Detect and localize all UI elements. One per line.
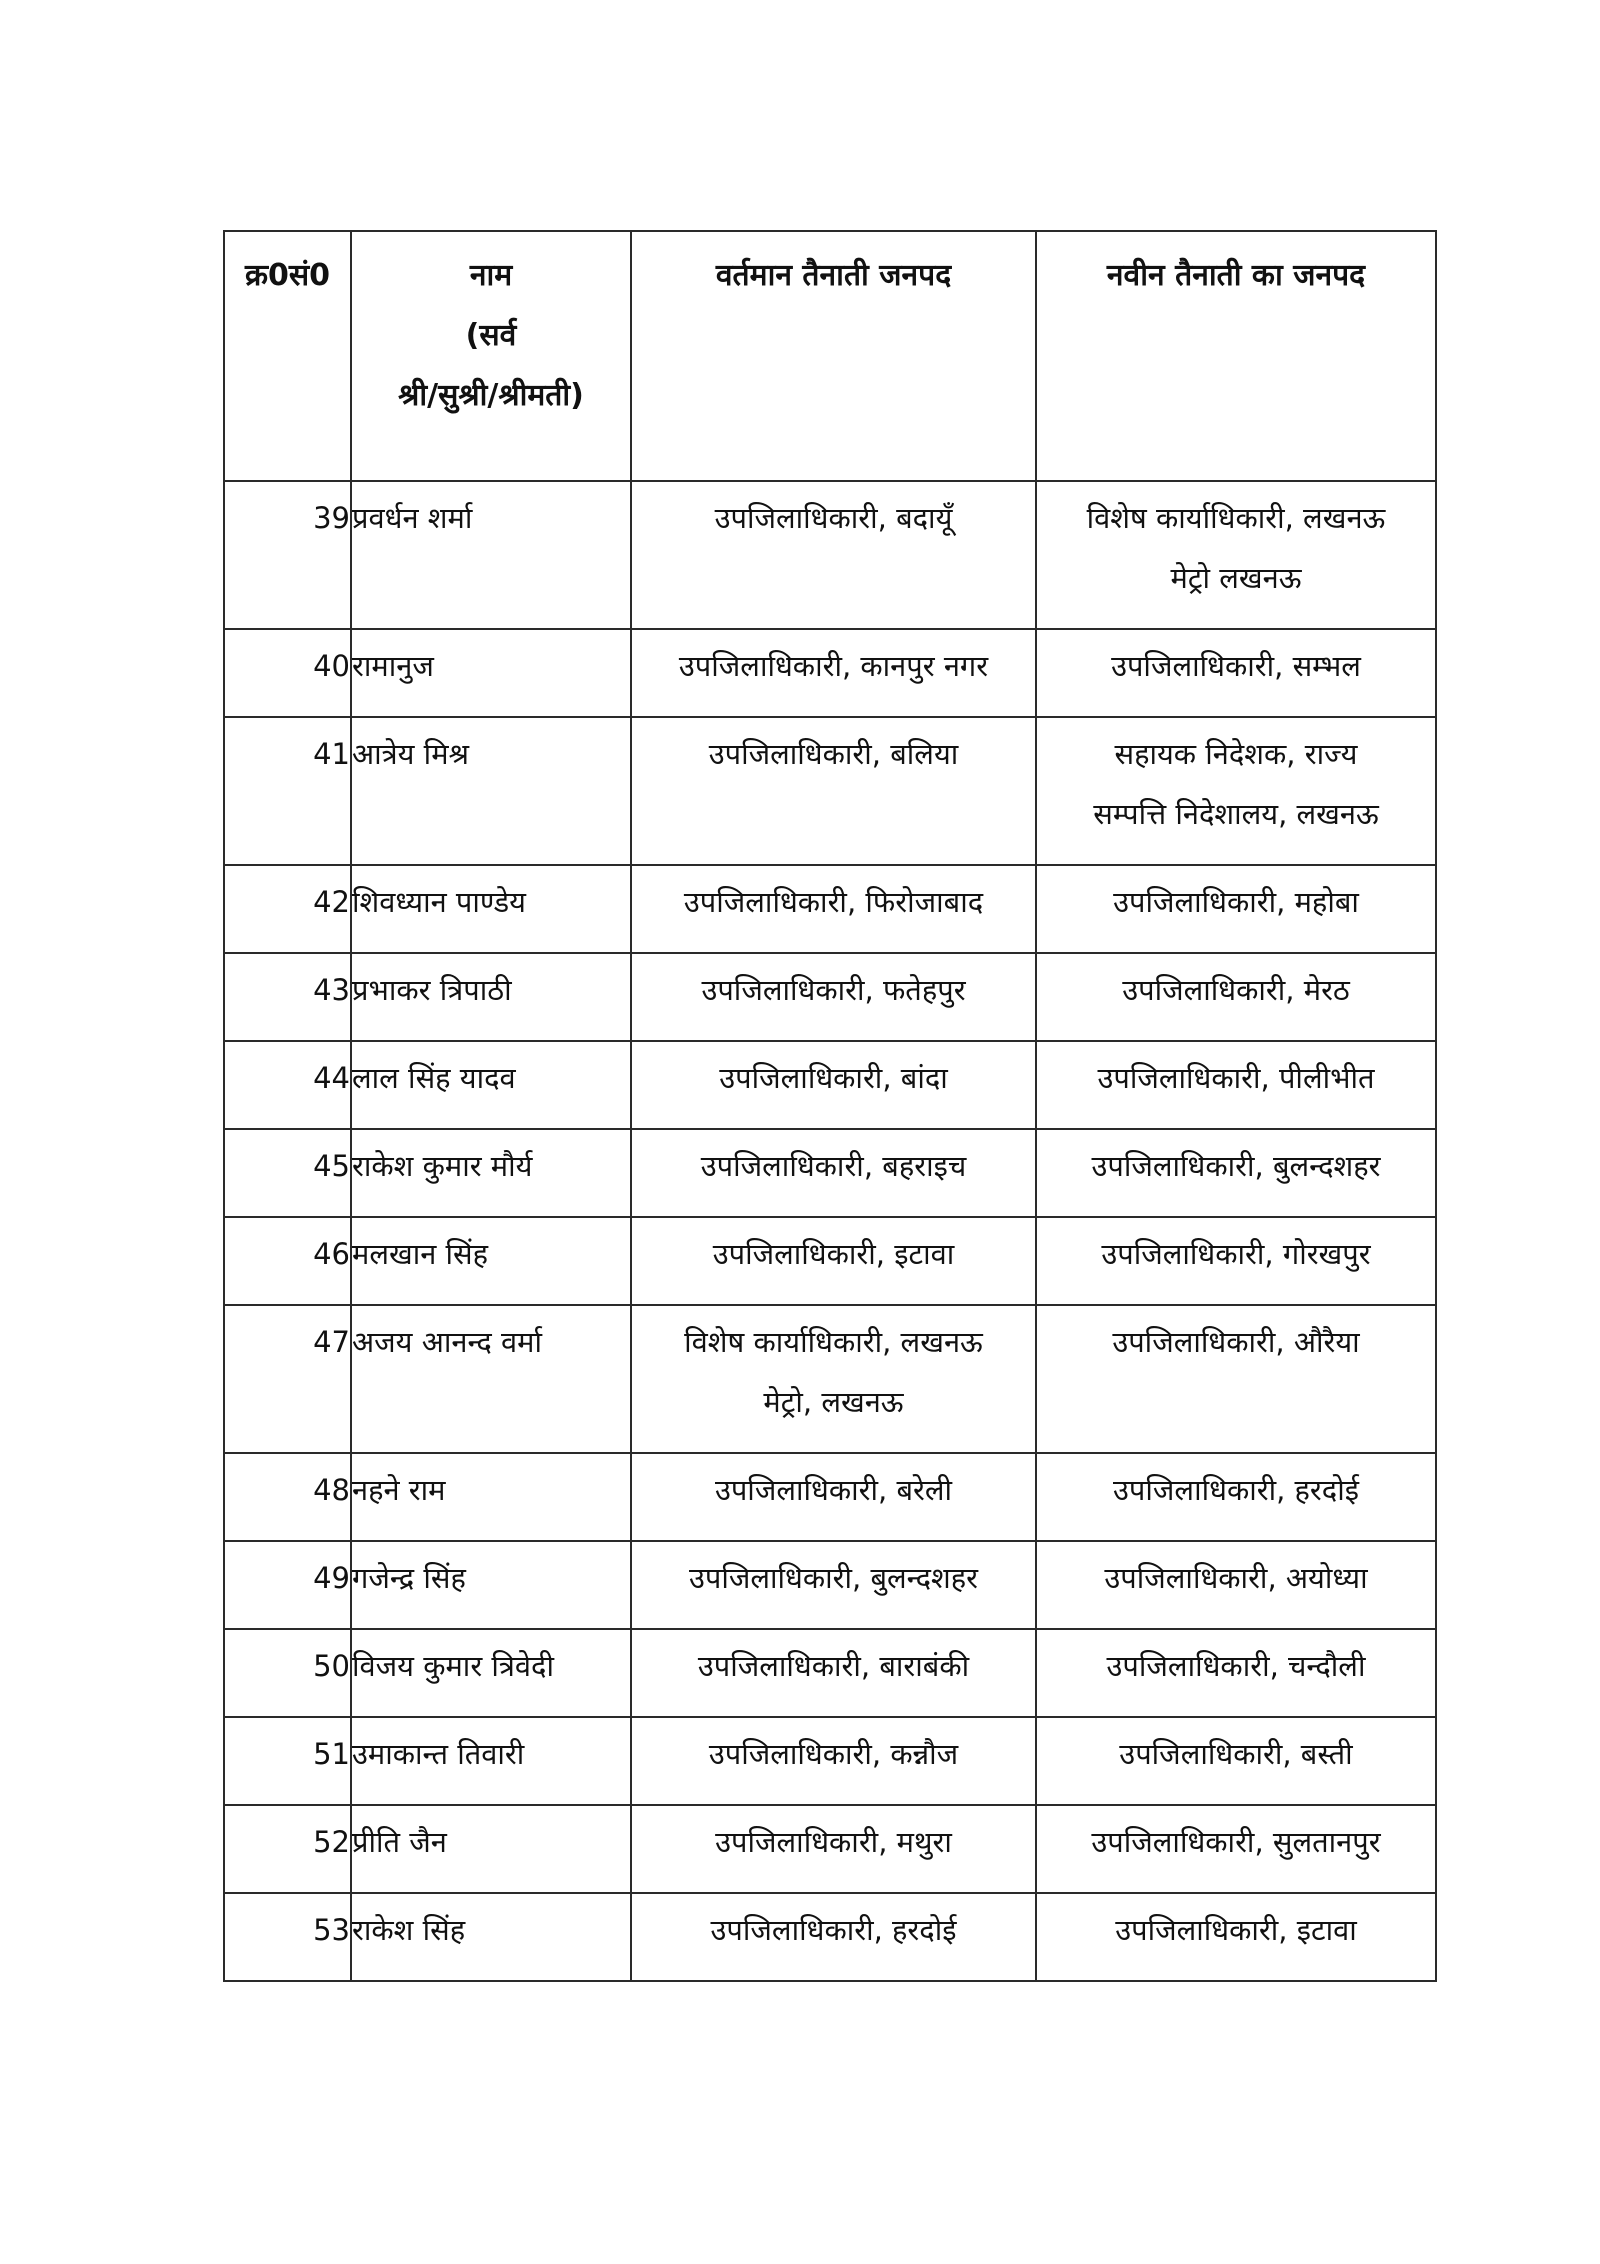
table-row (224, 1041, 1436, 1129)
officer-name-cell: राकेश सिंह (351, 1893, 631, 1981)
current-posting-line: उपजिलाधिकारी, बाराबंकी (697, 1649, 970, 1683)
serial-number-cell: 48 (224, 1453, 351, 1541)
current-posting-cell (631, 481, 1036, 629)
table-row (224, 1717, 1436, 1805)
header-row (224, 231, 1436, 481)
current-posting-cell (631, 1629, 1036, 1717)
table-row (224, 1217, 1436, 1305)
table-row (224, 1305, 1436, 1453)
current-posting-cell (631, 629, 1036, 717)
table-row (224, 1453, 1436, 1541)
new-posting-cell (1036, 865, 1436, 953)
new-posting-line: उपजिलाधिकारी, चन्दौली (1106, 1649, 1366, 1683)
officer-name-cell: प्रवर्धन शर्मा (351, 481, 631, 629)
new-posting-line: उपजिलाधिकारी, औरैया (1112, 1325, 1360, 1359)
officer-name-cell: रामानुज (351, 629, 631, 717)
officer-name-cell: प्रभाकर त्रिपाठी (351, 953, 631, 1041)
current-posting-line: उपजिलाधिकारी, हरदोई (710, 1913, 957, 1947)
current-posting-cell (631, 1541, 1036, 1629)
current-posting-cell (631, 1453, 1036, 1541)
current-posting-line: उपजिलाधिकारी, इटावा (712, 1237, 955, 1271)
new-posting-cell (1036, 1217, 1436, 1305)
current-posting-cell (631, 1305, 1036, 1453)
table-row (224, 717, 1436, 865)
current-posting-cell (631, 953, 1036, 1041)
table-row (224, 1129, 1436, 1217)
officer-name-cell: गजेन्द्र सिंह (351, 1541, 631, 1629)
current-posting-line: उपजिलाधिकारी, फतेहपुर (701, 973, 966, 1007)
new-posting-line: उपजिलाधिकारी, मेरठ (1122, 973, 1350, 1007)
serial-number-cell: 42 (224, 865, 351, 953)
current-posting-line: उपजिलाधिकारी, बांदा (719, 1061, 948, 1095)
table-row (224, 1805, 1436, 1893)
current-posting-cell (631, 1041, 1036, 1129)
table-row (224, 1541, 1436, 1629)
header-current-posting: वर्तमान तैनाती जनपद (631, 231, 1036, 481)
current-posting-line: उपजिलाधिकारी, बदायूँ (714, 501, 953, 535)
new-posting-line: उपजिलाधिकारी, अयोध्या (1104, 1561, 1368, 1595)
officer-name-cell: लाल सिंह यादव (351, 1041, 631, 1129)
new-posting-line: उपजिलाधिकारी, पीलीभीत (1097, 1061, 1375, 1095)
new-posting-cell (1036, 1805, 1436, 1893)
serial-number-cell: 39 (224, 481, 351, 629)
new-posting-line: विशेष कार्याधिकारी, लखनऊ (1086, 501, 1386, 535)
serial-number-cell: 44 (224, 1041, 351, 1129)
officer-name-cell: उमाकान्त तिवारी (351, 1717, 631, 1805)
serial-number-cell: 50 (224, 1629, 351, 1717)
serial-number-cell: 40 (224, 629, 351, 717)
serial-number-cell: 52 (224, 1805, 351, 1893)
transfer-list-table (223, 230, 1437, 1982)
current-posting-cell (631, 717, 1036, 865)
new-posting-cell (1036, 1453, 1436, 1541)
serial-number-cell: 53 (224, 1893, 351, 1981)
new-posting-cell (1036, 1305, 1436, 1453)
current-posting-line: उपजिलाधिकारी, फिरोजाबाद (683, 885, 984, 919)
table-body (224, 481, 1436, 1981)
officer-name-cell: आत्रेय मिश्र (351, 717, 631, 865)
current-posting-line: उपजिलाधिकारी, मथुरा (715, 1825, 952, 1859)
officer-name-cell: अजय आनन्द वर्मा (351, 1305, 631, 1453)
officer-name-cell: विजय कुमार त्रिवेदी (351, 1629, 631, 1717)
new-posting-line: उपजिलाधिकारी, बस्ती (1119, 1737, 1353, 1771)
table-row (224, 865, 1436, 953)
header-name-sub2: श्री/सुश्री/श्रीमती) (398, 378, 584, 413)
new-posting-line: सहायक निदेशक, राज्य (1114, 737, 1358, 771)
serial-number-cell: 46 (224, 1217, 351, 1305)
new-posting-cell (1036, 1129, 1436, 1217)
serial-number-cell: 43 (224, 953, 351, 1041)
header-name-title: नाम (469, 258, 513, 293)
new-posting-line: उपजिलाधिकारी, बुलन्दशहर (1091, 1149, 1381, 1183)
current-posting-cell (631, 865, 1036, 953)
table-row (224, 629, 1436, 717)
new-posting-line: उपजिलाधिकारी, गोरखपुर (1101, 1237, 1371, 1271)
new-posting-line: उपजिलाधिकारी, सम्भल (1111, 649, 1361, 683)
officer-name-cell: मलखान सिंह (351, 1217, 631, 1305)
current-posting-cell (631, 1129, 1036, 1217)
current-posting-cell (631, 1717, 1036, 1805)
new-posting-line: उपजिलाधिकारी, सुलतानपुर (1091, 1825, 1381, 1859)
new-posting-line: उपजिलाधिकारी, महोबा (1113, 885, 1359, 919)
current-posting-line: मेट्रो, लखनऊ (763, 1385, 904, 1419)
new-posting-cell (1036, 1629, 1436, 1717)
new-posting-cell (1036, 481, 1436, 629)
serial-number-cell: 41 (224, 717, 351, 865)
current-posting-line: उपजिलाधिकारी, बलिया (708, 737, 959, 771)
new-posting-cell (1036, 1541, 1436, 1629)
current-posting-line: उपजिलाधिकारी, बहराइच (700, 1149, 967, 1183)
new-posting-cell (1036, 1893, 1436, 1981)
new-posting-cell (1036, 629, 1436, 717)
table-header (224, 231, 1436, 481)
table-row (224, 481, 1436, 629)
officer-name-cell: प्रीति जैन (351, 1805, 631, 1893)
new-posting-cell (1036, 1041, 1436, 1129)
current-posting-line: उपजिलाधिकारी, बुलन्दशहर (688, 1561, 979, 1595)
header-name (351, 231, 631, 481)
officer-name-cell: नहने राम (351, 1453, 631, 1541)
header-name-sub1: (सर्व (465, 318, 517, 353)
officer-name-cell: शिवध्यान पाण्डेय (351, 865, 631, 953)
current-posting-cell (631, 1893, 1036, 1981)
table-row (224, 1893, 1436, 1981)
new-posting-cell (1036, 1717, 1436, 1805)
table-row (224, 1629, 1436, 1717)
serial-number-cell: 45 (224, 1129, 351, 1217)
officer-name-cell: राकेश कुमार मौर्य (351, 1129, 631, 1217)
new-posting-cell (1036, 717, 1436, 865)
current-posting-line: उपजिलाधिकारी, कानपुर नगर (678, 649, 989, 683)
new-posting-cell (1036, 953, 1436, 1041)
new-posting-line: उपजिलाधिकारी, इटावा (1115, 1913, 1357, 1947)
current-posting-line: विशेष कार्याधिकारी, लखनऊ (684, 1325, 983, 1359)
new-posting-line: मेट्रो लखनऊ (1170, 561, 1302, 595)
serial-number-cell: 49 (224, 1541, 351, 1629)
serial-number-cell: 51 (224, 1717, 351, 1805)
new-posting-line: उपजिलाधिकारी, हरदोई (1113, 1473, 1359, 1507)
header-serial: क्र0सं0 (224, 231, 351, 481)
current-posting-cell (631, 1805, 1036, 1893)
table-row (224, 953, 1436, 1041)
current-posting-line: उपजिलाधिकारी, कन्नौज (708, 1737, 959, 1771)
header-new-posting: नवीन तैनाती का जनपद (1036, 231, 1436, 481)
current-posting-line: उपजिलाधिकारी, बरेली (714, 1473, 953, 1507)
current-posting-cell (631, 1217, 1036, 1305)
new-posting-line: सम्पत्ति निदेशालय, लखनऊ (1093, 797, 1379, 831)
serial-number-cell: 47 (224, 1305, 351, 1453)
